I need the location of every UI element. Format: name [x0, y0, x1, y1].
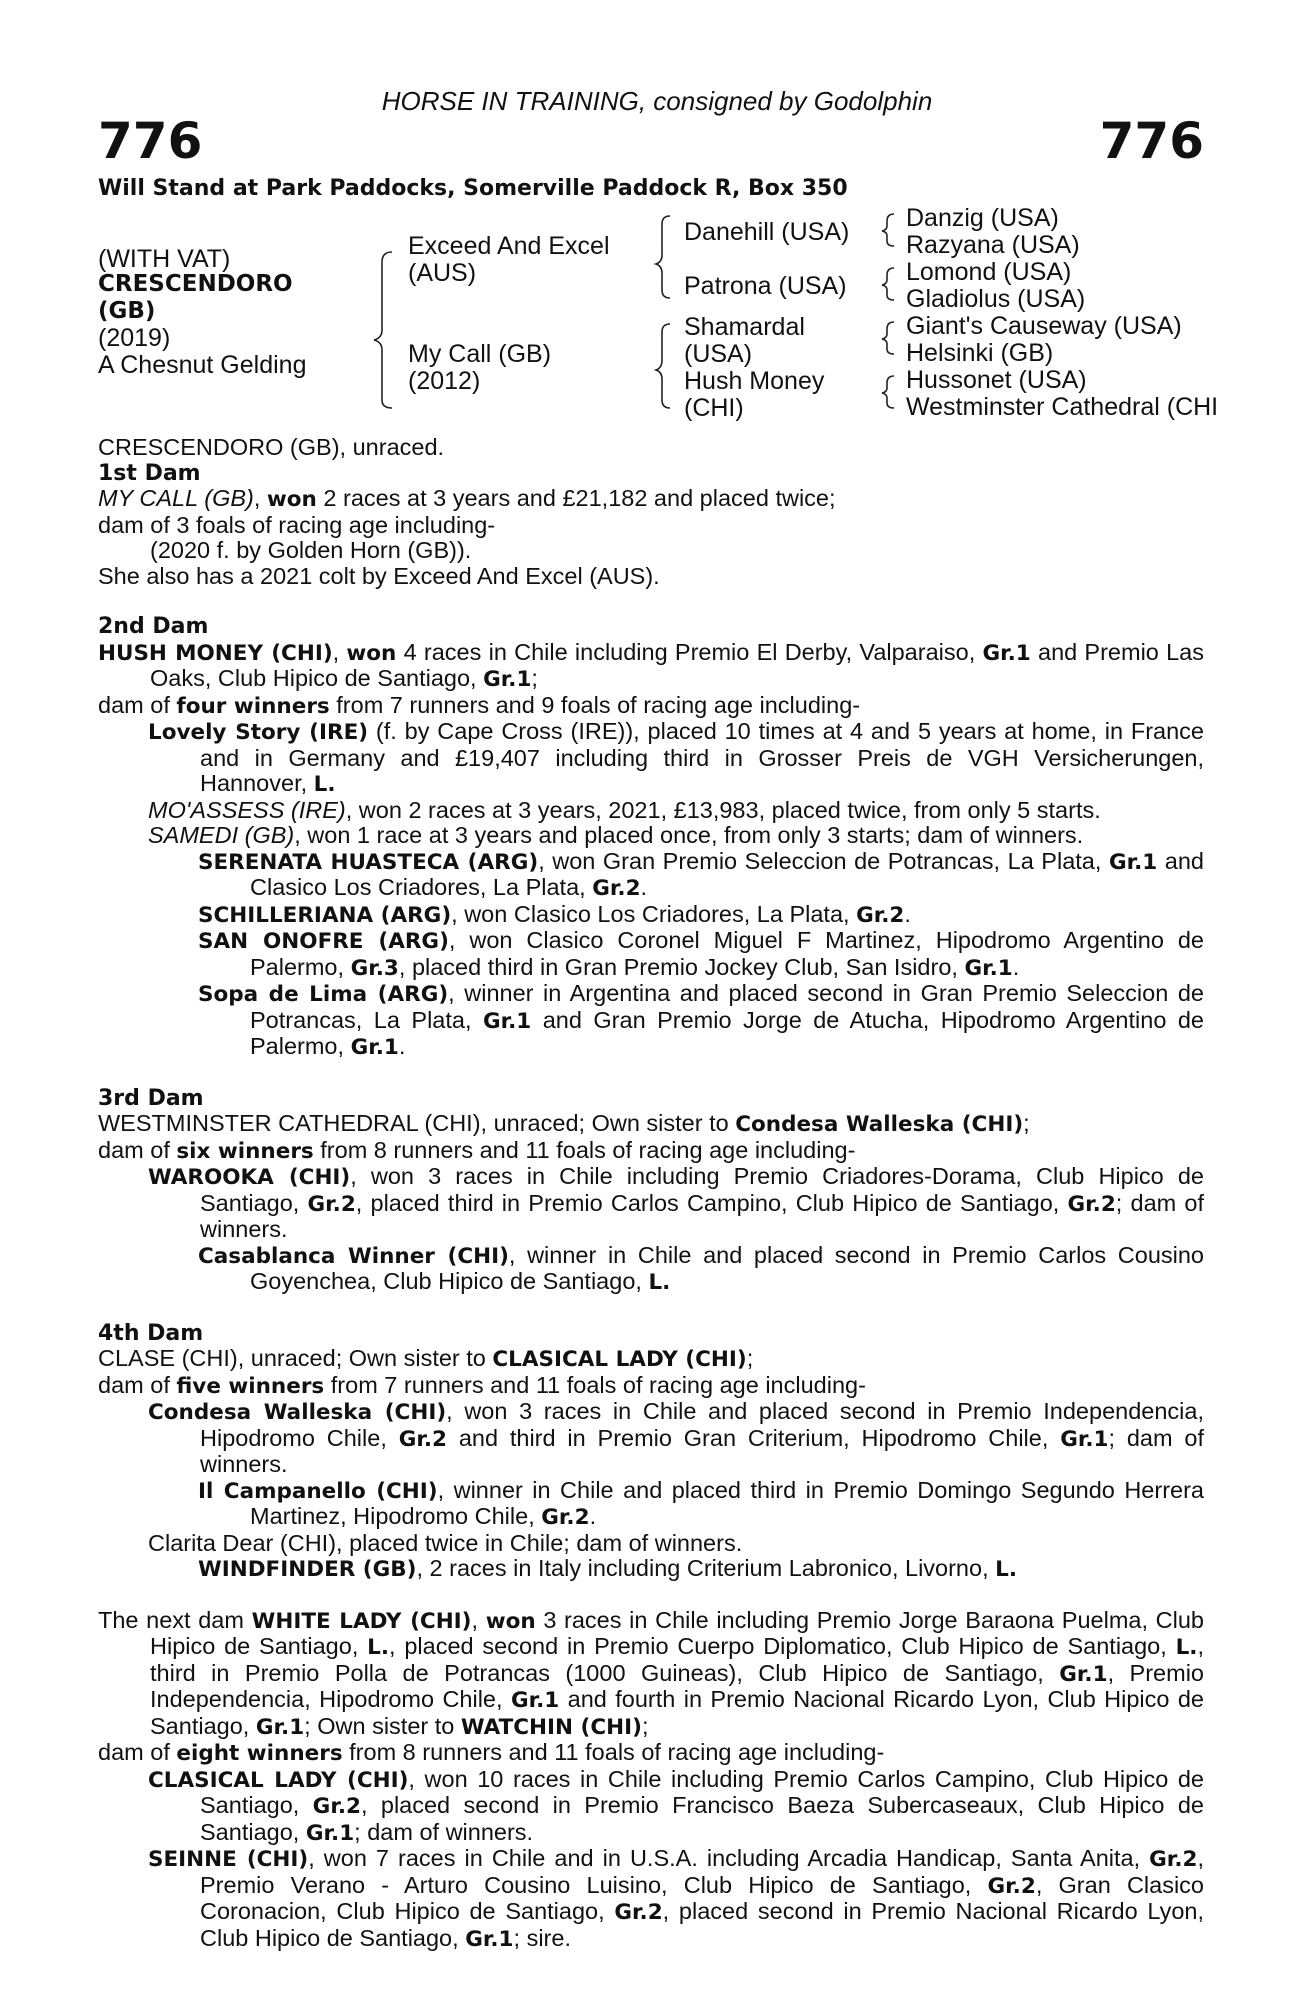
pedigree-braces [0, 0, 1314, 420]
list-item: Clarita Dear (CHI), placed twice in Chile; dam of winners. [148, 1529, 743, 1556]
brace-dam-line [656, 324, 670, 408]
first-dam-produce: dam of 3 foals of racing age including- [98, 511, 496, 538]
first-dam-line: MY CALL (GB), won 2 races at 3 years and £21,182 and placed twice; [98, 485, 836, 512]
list-item: MO'ASSESS (IRE), won 2 races at 3 years, 2021, £13,983, placed twice, from only 5 starts. [148, 796, 1101, 823]
horse-name: CRESCENDORO [98, 271, 293, 297]
lot-number-left: 776 [98, 112, 203, 170]
third-dam-heading: 3rd Dam [98, 1085, 204, 1111]
ggp-3: Lomond (USA) [906, 258, 1072, 286]
ggp-2: Razyana (USA) [906, 231, 1080, 259]
second-dam-heading: 2nd Dam [98, 614, 209, 639]
list-item: SEINNE (CHI), won 7 races in Chile and in U.S.A. including Arcadia Handicap, Santa Anita, Gr.2, Premio Verano - Arturo Cousino Luisino, Club Hipico de Santiago, Gr.2, Gran Clasico Coronacion, Club Hipico de Santiago, Gr.2, placed second in Premio Nacional Ricardo Lyon, Club Hipico de Santiago, Gr.1; sire. [148, 1845, 1204, 1952]
list-item: SAMEDI (GB), won 1 race at 3 years and placed once, from only 3 starts; dam of winners. [148, 822, 1084, 848]
first-dam-colt: She also has a 2021 colt by Exceed And Excel (AUS). [98, 562, 660, 589]
catalogue-body [98, 435, 1204, 1952]
racing-record: CRESCENDORO (GB), unraced. [98, 434, 445, 460]
sire-sire: Danehill (USA) [684, 218, 850, 246]
dam-name: My Call (GB) [408, 340, 552, 368]
dam-dam-country: (CHI) [684, 394, 744, 422]
dam-sire-name: Shamardal [684, 313, 805, 341]
ggp-6: Helsinki (GB) [906, 339, 1054, 367]
next-dam-line: The next dam WHITE LADY (CHI), won 3 races in Chile including Premio Jorge Baraona Puelma, Club Hipico de Santiago, L., placed second in Premio Cuerpo Diplomatico, Club Hipico de Santiago, L., third in Premio Polla de Potrancas (1000 Guineas), Club Hipico de Santiago, Gr.1, Premio Independencia, Hipodromo Chile, Gr.1 and fourth in Premio Nacional Ricardo Lyon, Club Hipico de Santiago, Gr.1; Own sister to WATCHIN (CHI); [98, 1606, 1205, 1740]
brace-sire-line [656, 216, 670, 298]
sire-dam: Patrona (USA) [684, 272, 847, 300]
dam-dam-name: Hush Money [684, 367, 825, 395]
list-item: Casablanca Winner (CHI), winner in Chile and placed second in Premio Carlos Cousino Goyenchea, Club Hipico de Santiago, L. [198, 1241, 1204, 1295]
next-dam-produce: dam of eight winners from 8 runners and 11 foals of racing age including- [98, 1739, 885, 1766]
second-dam-produce: dam of four winners from 7 runners and 9 foals of racing age including- [98, 691, 861, 719]
fourth-dam-line: CLASE (CHI), unraced; Own sister to CLASICAL LADY (CHI); [98, 1345, 754, 1372]
vat-note: (WITH VAT) [98, 245, 231, 273]
list-item: WINDFINDER (GB), 2 races in Italy including Criterium Labronico, Livorno, L. [198, 1555, 1018, 1582]
ggp-4: Gladiolus (USA) [906, 285, 1086, 313]
list-item: SAN ONOFRE (ARG), won Clasico Coronel Miguel F Martinez, Hipodromo Argentino de Palermo, Gr.3, placed third in Gran Premio Jockey Club, San Isidro, Gr.1. [198, 927, 1205, 981]
brace-g1 [882, 214, 894, 246]
list-item: Lovely Story (IRE) (f. by Cape Cross (IRE)), placed 10 times at 4 and 5 years at home, in France and in Germany and £19,407 including third in Grosser Preis de VGH Versicherungen, Hannover, L. [148, 718, 1205, 797]
third-dam-produce: dam of six winners from 8 runners and 11 foals of racing age including- [98, 1136, 856, 1164]
list-item: CLASICAL LADY (CHI), won 10 races in Chile including Premio Carlos Campino, Club Hipico de Santiago, Gr.2, placed second in Premio Francisco Baeza Subercaseaux, Club Hipico de Santiago, Gr.1; dam of winners. [148, 1765, 1204, 1846]
list-item: WAROOKA (CHI), won 3 races in Chile including Premio Criadores-Dorama, Club Hipico de Santiago, Gr.2, placed third in Premio Carlos Campino, Club Hipico de Santiago, Gr.2; dam of winners. [148, 1163, 1204, 1242]
third-dam-line: WESTMINSTER CATHEDRAL (CHI), unraced; Own sister to Condesa Walleska (CHI); [98, 1110, 1030, 1137]
sire-country: (AUS) [408, 259, 477, 287]
brace-parents [374, 252, 392, 408]
horse-country: (GB) [98, 298, 156, 324]
sire-name: Exceed And Excel [408, 232, 610, 260]
lot-number-right: 776 [1099, 112, 1204, 170]
ggp-5: Giant's Causeway (USA) [906, 312, 1182, 340]
brace-g4 [882, 376, 894, 408]
ggp-7: Hussonet (USA) [906, 366, 1087, 394]
list-item: SCHILLERIANA (ARG), won Clasico Los Criadores, La Plata, Gr.2. [198, 900, 911, 928]
catalogue-subtitle: HORSE IN TRAINING, consigned by Godolphin [381, 86, 933, 116]
stand-location: Will Stand at Park Paddocks, Somerville Paddock R, Box 350 [98, 176, 848, 201]
brace-g3 [882, 322, 894, 354]
brace-g2 [882, 268, 894, 300]
list-item: Sopa de Lima (ARG), winner in Argentina and placed second in Gran Premio Seleccion de Potrancas, La Plata, Gr.1 and Gran Premio Jorge de Atucha, Hipodromo Argentino de Palermo, Gr.1. [198, 980, 1204, 1060]
first-dam-foal: (2020 f. by Golden Horn (GB)). [150, 537, 472, 563]
list-item: Il Campanello (CHI), winner in Chile and placed third in Premio Domingo Segundo Herrera Martinez, Hipodromo Chile, Gr.2. [198, 1476, 1204, 1530]
ggp-8: Westminster Cathedral (CHI [906, 393, 1219, 421]
dam-sire-country: (USA) [684, 340, 753, 368]
ggp-1: Danzig (USA) [906, 204, 1059, 232]
list-item: SERENATA HUASTECA (ARG), won Gran Premio Seleccion de Potrancas, La Plata, Gr.1 and Clasico Los Criadores, La Plata, Gr.2. [198, 847, 1204, 901]
fourth-dam-heading: 4th Dam [98, 1320, 204, 1346]
list-item: Condesa Walleska (CHI), won 3 races in Chile and placed second in Premio Independencia, Hipodromo Chile, Gr.2 and third in Premio Gran Criterium, Hipodromo Chile, Gr.1; dam of winners. [148, 1398, 1204, 1477]
horse-description: A Chesnut Gelding [98, 351, 307, 379]
fourth-dam-produce: dam of five winners from 7 runners and 11 foals of racing age including- [98, 1371, 866, 1399]
horse-year: (2019) [98, 324, 171, 352]
first-dam-heading: 1st Dam [98, 460, 201, 486]
second-dam-line: HUSH MONEY (CHI), won 4 races in Chile including Premio El Derby, Valparaiso, Gr.1 and Premio Las Oaks, Club Hipico de Santiago, Gr.1; [98, 638, 1204, 692]
dam-year: (2012) [408, 367, 481, 395]
